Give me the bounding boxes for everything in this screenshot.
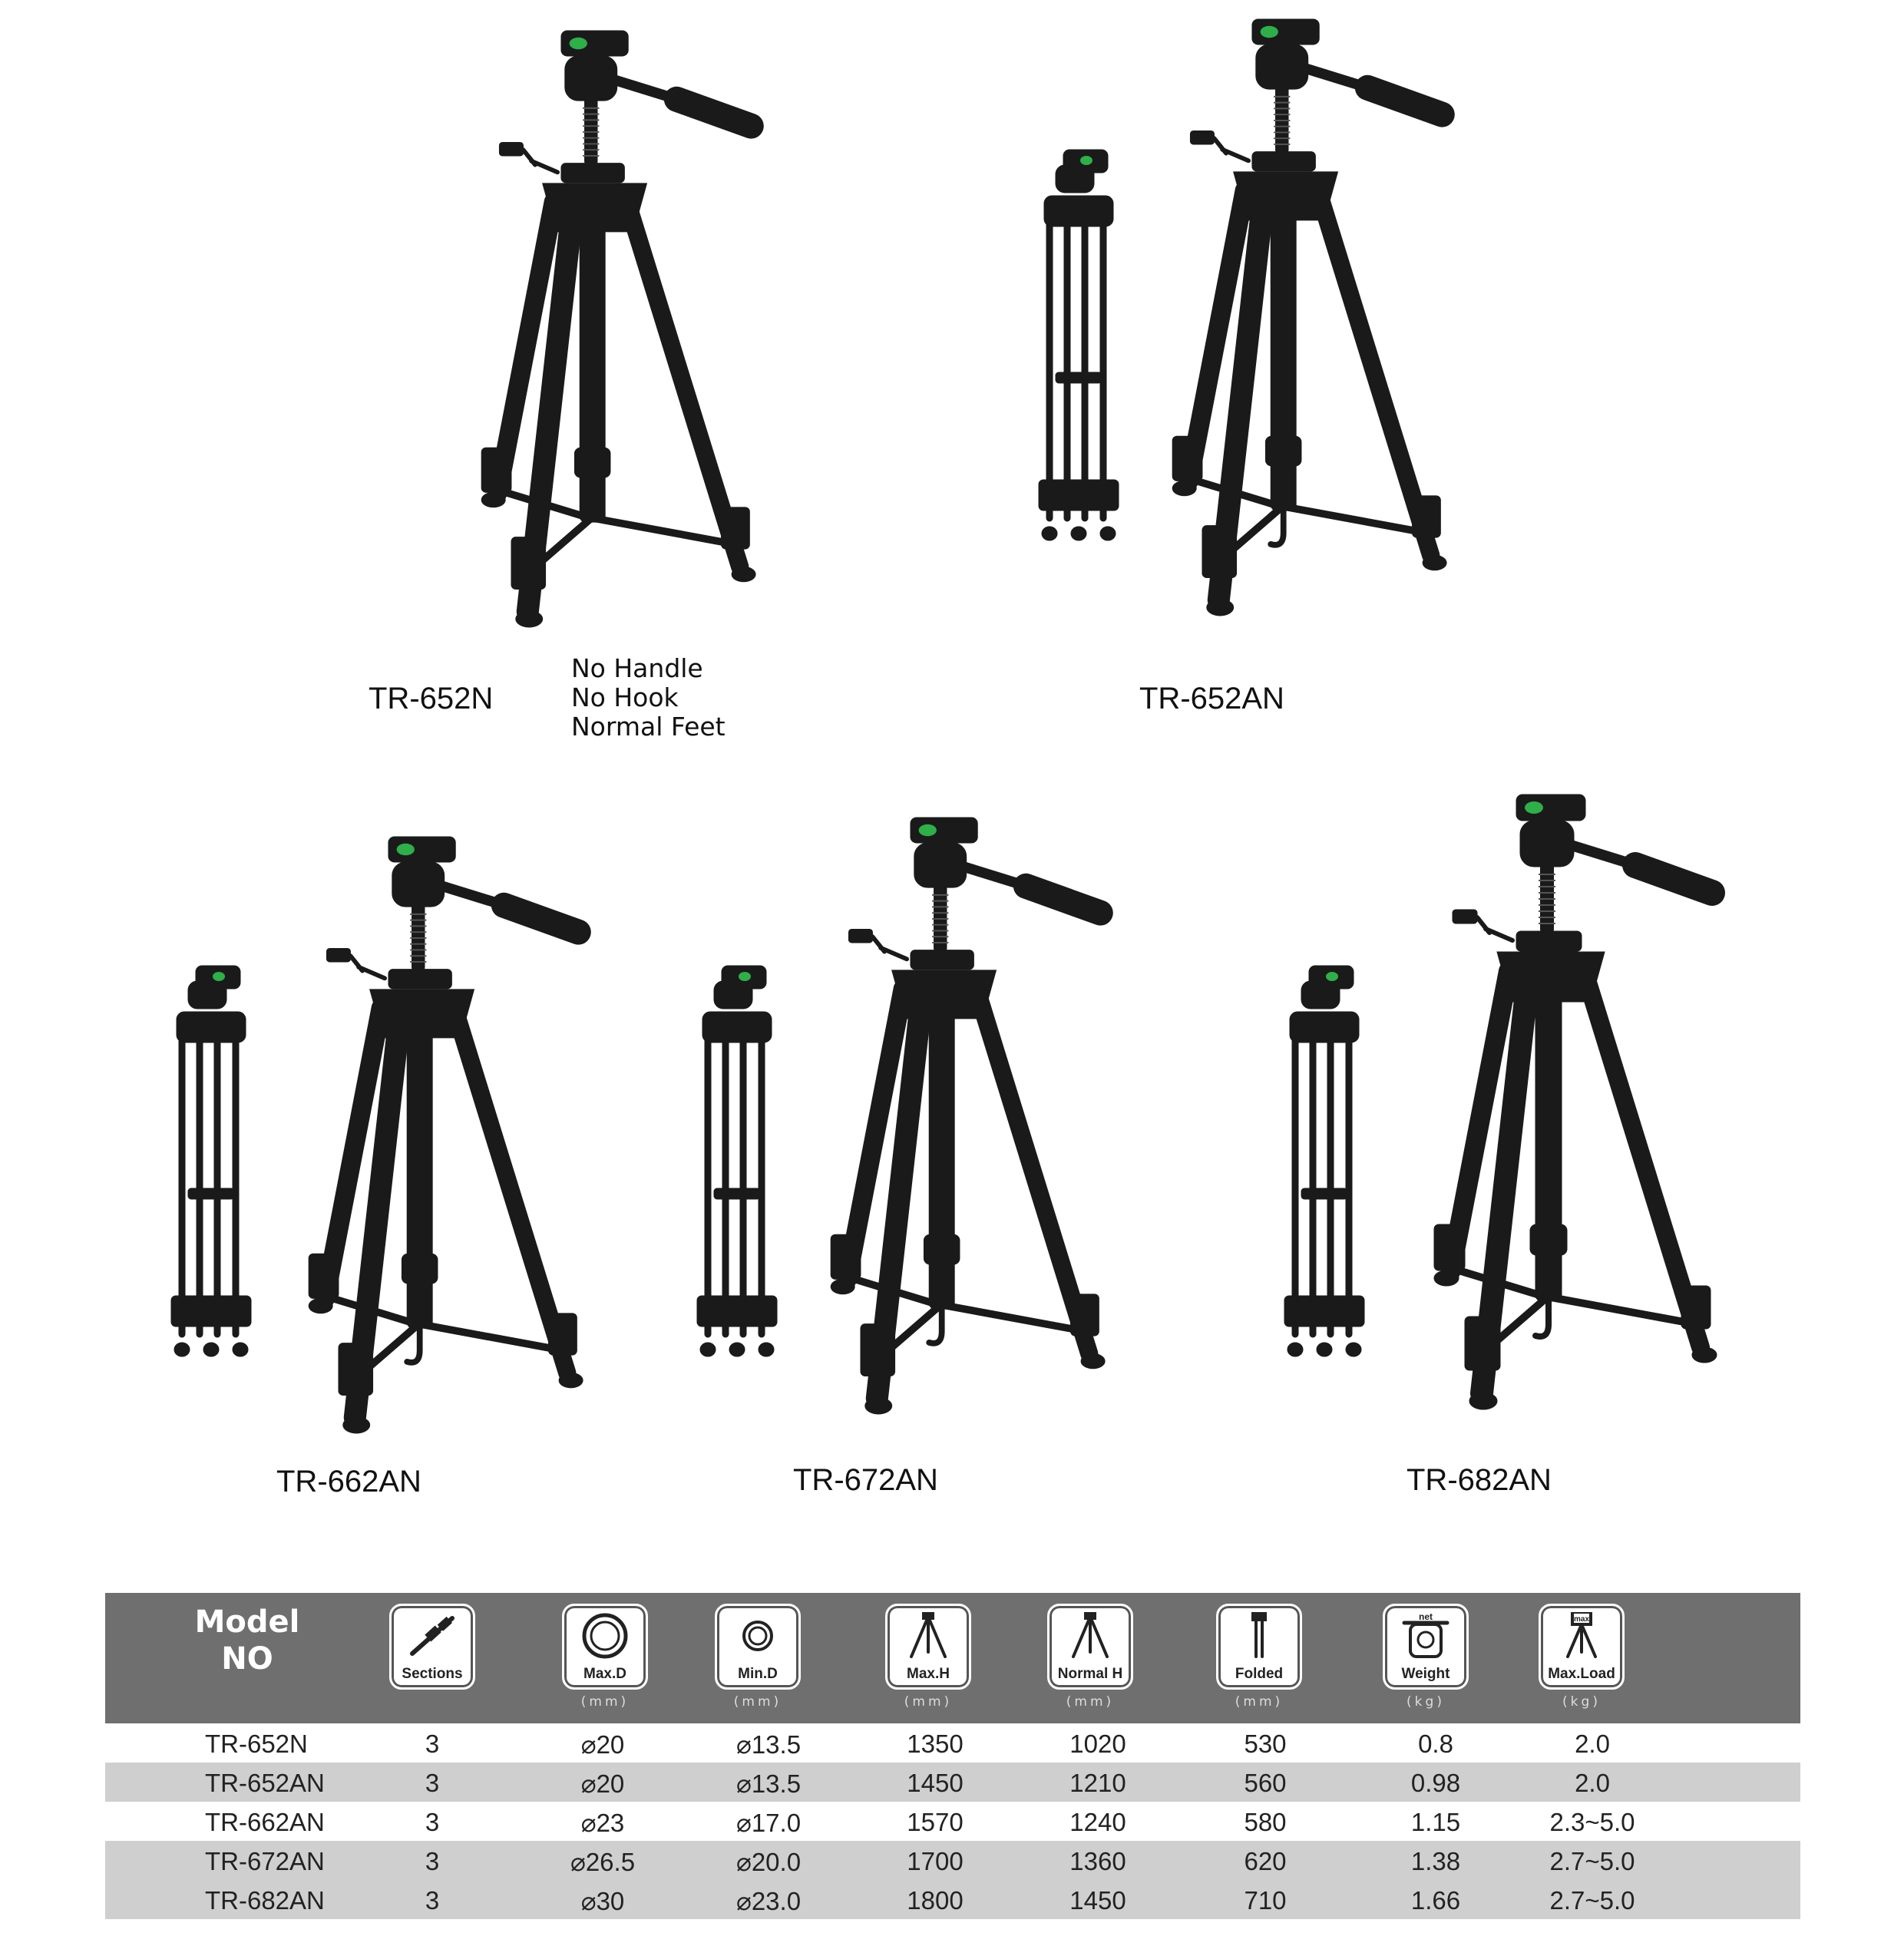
svg-text:max: max bbox=[1573, 1615, 1590, 1624]
header-label: Folded bbox=[1235, 1666, 1284, 1682]
cell-sections: 3 bbox=[425, 1808, 440, 1836]
header-label: Max.H bbox=[907, 1666, 950, 1682]
table-row bbox=[105, 1802, 1800, 1841]
header-unit: (mm) bbox=[1235, 1694, 1284, 1710]
cell-min-d: ⌀23.0 bbox=[735, 1887, 802, 1915]
header-col-min-d bbox=[715, 1604, 801, 1710]
table-row bbox=[105, 1880, 1800, 1919]
cell-sections: 3 bbox=[425, 1769, 440, 1797]
cell-model: TR-682AN bbox=[205, 1886, 325, 1915]
cell-model: TR-662AN bbox=[205, 1808, 325, 1836]
header-unit: (mm) bbox=[904, 1694, 953, 1710]
header-label: Normal H bbox=[1057, 1666, 1123, 1682]
cell-sections: 3 bbox=[425, 1886, 440, 1915]
cell-min-d: ⌀13.5 bbox=[735, 1730, 802, 1759]
header-col-sections bbox=[389, 1604, 475, 1694]
folded-icon bbox=[1216, 1604, 1302, 1690]
cell-folded: 560 bbox=[1244, 1769, 1287, 1797]
cell-max-d: ⌀20 bbox=[580, 1730, 625, 1759]
sections-icon bbox=[389, 1604, 475, 1690]
cell-sections: 3 bbox=[425, 1730, 440, 1758]
header-unit: (mm) bbox=[733, 1694, 782, 1710]
feature-notes bbox=[571, 654, 726, 742]
cell-model: TR-652N bbox=[205, 1730, 308, 1758]
cell-max-load: 2.7~5.0 bbox=[1549, 1847, 1635, 1875]
header-unit: (kg) bbox=[1562, 1694, 1601, 1710]
model-label-tr-652n: TR-652N bbox=[369, 682, 494, 715]
cell-max-h: 1450 bbox=[907, 1769, 964, 1797]
cell-max-load: 2.0 bbox=[1575, 1730, 1610, 1758]
cell-normal-h: 1210 bbox=[1069, 1769, 1126, 1797]
max-load-icon bbox=[1539, 1604, 1625, 1690]
header-model-no bbox=[190, 1604, 305, 1677]
table-row bbox=[105, 1763, 1800, 1802]
header-col-weight bbox=[1383, 1604, 1469, 1710]
header-label: Max.D bbox=[583, 1666, 626, 1682]
weight-scale-icon bbox=[1383, 1604, 1469, 1690]
header-no-word: NO bbox=[221, 1641, 273, 1677]
cell-max-d: ⌀30 bbox=[580, 1887, 625, 1915]
header-unit: (mm) bbox=[580, 1694, 630, 1710]
header-model-word: Model bbox=[194, 1604, 300, 1640]
header-col-max-h bbox=[885, 1604, 971, 1710]
cell-folded: 530 bbox=[1244, 1730, 1287, 1758]
cell-model: TR-652AN bbox=[205, 1769, 325, 1797]
cell-max-load: 2.0 bbox=[1575, 1769, 1610, 1797]
svg-text:net: net bbox=[1419, 1612, 1433, 1622]
cell-min-d: ⌀20.0 bbox=[735, 1848, 802, 1876]
cell-min-d: ⌀13.5 bbox=[735, 1769, 802, 1798]
header-col-folded bbox=[1216, 1604, 1302, 1710]
cell-weight: 0.98 bbox=[1410, 1769, 1461, 1797]
cell-normal-h: 1240 bbox=[1069, 1808, 1126, 1836]
max-diameter-icon bbox=[562, 1604, 648, 1690]
cell-max-h: 1700 bbox=[907, 1847, 964, 1875]
cell-weight: 1.15 bbox=[1410, 1808, 1461, 1836]
cell-weight: 1.38 bbox=[1410, 1847, 1461, 1875]
header-col-max-load bbox=[1539, 1604, 1625, 1710]
header-label: Sections bbox=[402, 1666, 463, 1682]
cell-folded: 620 bbox=[1244, 1847, 1287, 1875]
cell-max-load: 2.7~5.0 bbox=[1549, 1886, 1635, 1915]
cell-sections: 3 bbox=[425, 1847, 440, 1875]
header-label: Max.Load bbox=[1548, 1666, 1615, 1682]
feature-note-handle: No Handle bbox=[571, 653, 703, 683]
spec-table bbox=[105, 1593, 1800, 1919]
header-col-max-d bbox=[562, 1604, 648, 1710]
cell-max-load: 2.3~5.0 bbox=[1549, 1808, 1635, 1836]
spec-table-header bbox=[105, 1593, 1800, 1723]
table-row bbox=[105, 1841, 1800, 1880]
model-label-tr-682an: TR-682AN bbox=[1407, 1463, 1552, 1497]
model-label-tr-662an: TR-662AN bbox=[276, 1465, 421, 1498]
min-diameter-icon bbox=[715, 1604, 801, 1690]
cell-max-h: 1570 bbox=[907, 1808, 964, 1836]
feature-note-hook: No Hook bbox=[571, 682, 679, 712]
cell-normal-h: 1450 bbox=[1069, 1886, 1126, 1915]
max-height-icon bbox=[885, 1604, 971, 1690]
spec-table-body bbox=[105, 1723, 1800, 1919]
cell-max-d: ⌀26.5 bbox=[570, 1848, 636, 1876]
feature-note-feet: Normal Feet bbox=[571, 712, 726, 742]
cell-model: TR-672AN bbox=[205, 1847, 325, 1875]
header-unit: (mm) bbox=[1066, 1694, 1115, 1710]
normal-height-icon bbox=[1047, 1604, 1133, 1690]
cell-folded: 580 bbox=[1244, 1808, 1287, 1836]
cell-max-h: 1350 bbox=[907, 1730, 964, 1758]
cell-max-h: 1800 bbox=[907, 1886, 964, 1915]
cell-max-d: ⌀20 bbox=[580, 1769, 625, 1798]
header-col-normal-h bbox=[1047, 1604, 1133, 1710]
table-row bbox=[105, 1723, 1800, 1763]
cell-weight: 0.8 bbox=[1418, 1730, 1453, 1758]
cell-normal-h: 1360 bbox=[1069, 1847, 1126, 1875]
model-label-tr-672an: TR-672AN bbox=[793, 1463, 938, 1497]
cell-max-d: ⌀23 bbox=[580, 1809, 625, 1837]
cell-weight: 1.66 bbox=[1410, 1886, 1461, 1915]
model-label-tr-652an: TR-652AN bbox=[1139, 682, 1284, 715]
header-label: Weight bbox=[1401, 1666, 1450, 1682]
cell-normal-h: 1020 bbox=[1069, 1730, 1126, 1758]
header-label: Min.D bbox=[738, 1666, 778, 1682]
cell-folded: 710 bbox=[1244, 1886, 1287, 1915]
cell-min-d: ⌀17.0 bbox=[735, 1809, 802, 1837]
header-unit: (kg) bbox=[1407, 1694, 1445, 1710]
